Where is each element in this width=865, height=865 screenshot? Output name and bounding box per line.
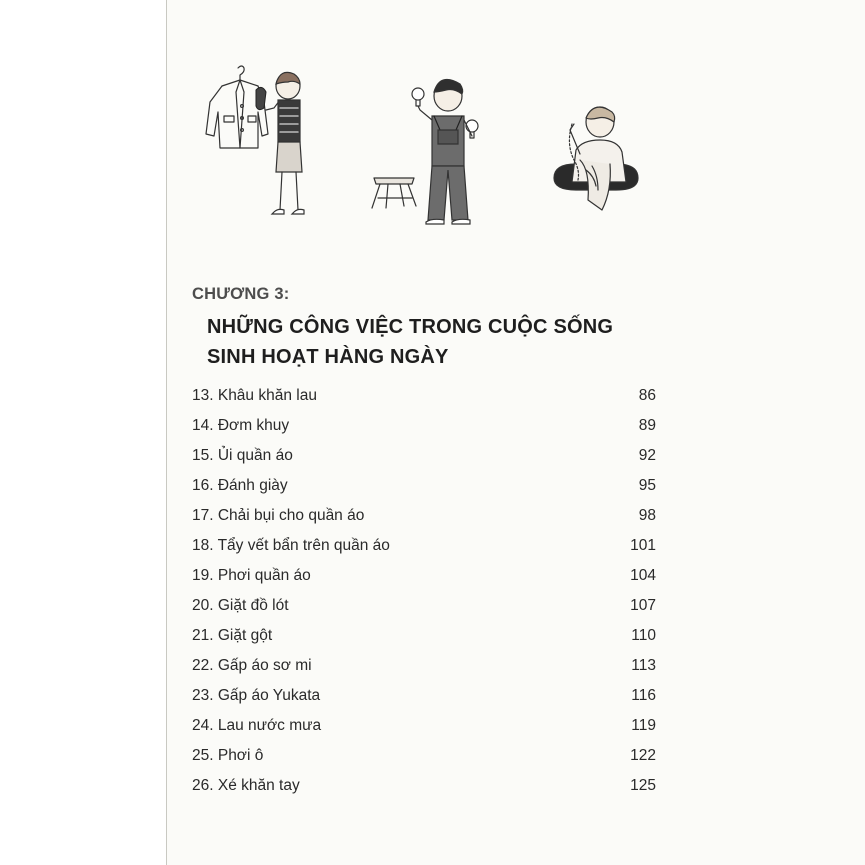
toc-entry-page: 122	[630, 747, 656, 764]
toc-entry-title: 17. Chải bụi cho quần áo	[192, 507, 365, 524]
toc-entry	[192, 686, 656, 716]
toc-entry	[192, 716, 656, 746]
toc-entry-title: 23. Gấp áo Yukata	[192, 687, 321, 704]
toc-entry-title: 18. Tẩy vết bẩn trên quần áo	[192, 537, 390, 554]
toc-entry-title: 16. Đánh giày	[192, 477, 288, 494]
toc-entry	[192, 476, 656, 506]
toc-entry-page: 92	[638, 447, 656, 464]
toc-entry-page: 104	[630, 567, 656, 584]
toc-entry-page: 113	[631, 657, 656, 674]
toc-entry-title: 25. Phơi ô	[192, 747, 264, 764]
toc-entry	[192, 386, 656, 416]
toc-entry	[192, 656, 656, 686]
toc-entry-page: 98	[638, 507, 656, 524]
toc-entry-page: 95	[638, 477, 656, 494]
toc-entry-title: 13. Khâu khăn lau	[192, 387, 317, 404]
toc-entry-title: 21. Giặt gột	[192, 627, 273, 644]
toc-entry-title: 20. Giặt đồ lót	[192, 597, 289, 614]
child-sewing-illustration	[550, 100, 640, 216]
toc-entry	[192, 626, 656, 656]
toc-entry-title: 19. Phơi quần áo	[192, 567, 311, 584]
toc-entry	[192, 506, 656, 536]
toc-entry-page: 107	[630, 597, 656, 614]
toc-entry-page: 116	[631, 687, 656, 704]
toc-entry-title: 14. Đơm khuy	[192, 417, 290, 434]
child-brushing-coat-illustration	[200, 62, 310, 232]
toc-entry	[192, 566, 656, 596]
table-of-contents	[192, 386, 656, 806]
toc-entry-title: 22. Gấp áo sơ mi	[192, 657, 312, 674]
toc-entry-title: 24. Lau nước mưa	[192, 717, 322, 734]
toc-entry-page: 89	[638, 417, 656, 434]
toc-entry	[192, 416, 656, 446]
toc-entry	[192, 596, 656, 626]
chapter-title-line-1: NHỮNG CÔNG VIỆC TRONG CUỘC SỐNG	[207, 316, 614, 338]
toc-entry	[192, 446, 656, 476]
toc-entry-page: 86	[638, 387, 656, 404]
chapter-label: CHƯƠNG 3:	[192, 285, 290, 303]
toc-entry	[192, 536, 656, 566]
toc-entry	[192, 776, 656, 806]
toc-entry	[192, 746, 656, 776]
toc-entry-page: 119	[631, 717, 656, 734]
chapter-title-line-2: SINH HOẠT HÀNG NGÀY	[207, 346, 449, 368]
toc-entry-title: 15. Ủi quần áo	[192, 447, 293, 464]
toc-entry-page: 110	[631, 627, 656, 644]
toc-entry-page: 101	[630, 537, 656, 554]
child-holding-lightbulbs-illustration	[368, 70, 498, 234]
toc-entry-page: 125	[630, 777, 656, 794]
toc-entry-title: 26. Xé khăn tay	[192, 777, 300, 794]
page-edge	[166, 0, 167, 865]
